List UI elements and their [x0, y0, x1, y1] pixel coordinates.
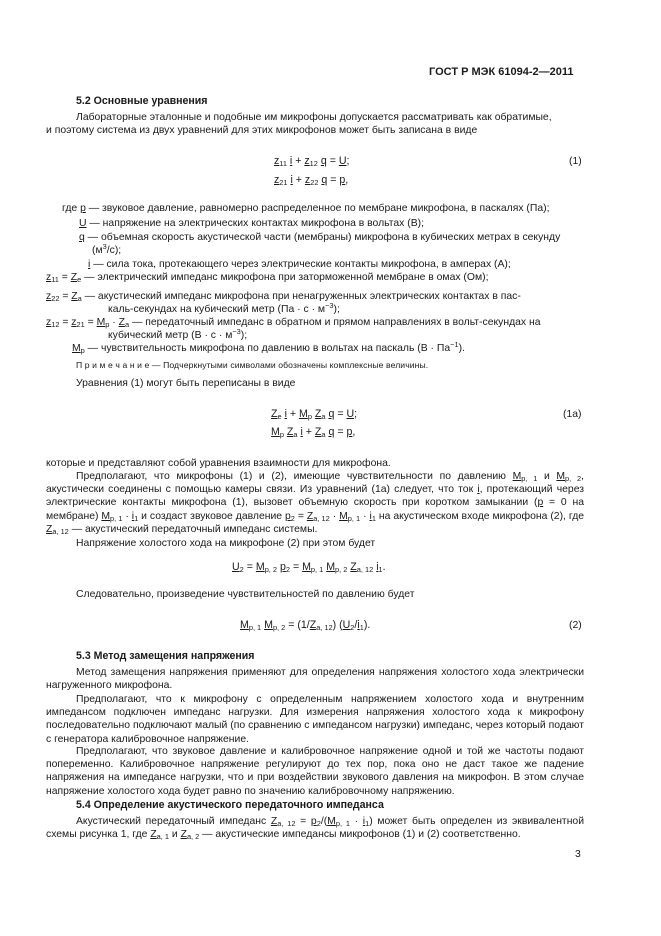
section-5-4-paragraph: Акустический передаточный импеданс $Z_{a, 12} = p_2/(M_{p, 1} \cdot i_1)$ может быть определен из эквивалентной схемы рисунка 1, где $Z_{a, 1}$ и $Z_{a, 2}$ — акустические импедансы микрофонов (1) и (2) соответственно.: [46, 816, 585, 842]
definition-z22-cont: каль-секундах на кубический метр $(Па \cdot с \cdot м^{-3})$;: [108, 301, 340, 315]
equation-1a-number: (1a): [563, 409, 582, 420]
definition-z22: $z_{22} = Z_a$ — акустический импеданс микрофона при ненагруженных электрических контактах в пас-: [46, 291, 521, 303]
equation-1a-line-1: $Z_e$ $i + M_p$ $Z_a$ q = U;: [271, 408, 358, 421]
definition-z12-cont: кубический метр $(В \cdot с \cdot м^{-3})$;: [108, 327, 248, 341]
rewrite-text: Уравнения (1) могут быть переписаны в виде: [76, 378, 296, 389]
section-5-4-title: 5.4 Определение акустического передаточного импеданса: [76, 799, 384, 811]
definition-Mp: $M_p$ — чувствительность микрофона по давлению в вольтах на паскаль $(В \cdot Па^{-1})$.: [72, 340, 465, 355]
reciprocity-text: которые и представляют собой уравнения взаимности для микрофона.: [46, 458, 391, 469]
definition-z12: $z_{12} = z_{21} = M_p \cdot Z_a$ — передаточный импеданс в обратном и прямом направлениях в вольт-секундах на: [46, 317, 541, 329]
note: П р и м е ч а н и е — Подчеркнутыми символами обозначены комплексные величины.: [76, 360, 429, 370]
section-5-3-title: 5.3 Метод замещения напряжения: [76, 650, 255, 662]
intro-line-1: Лабораторные эталонные и подобные им микрофоны допускается рассматривать как обратимые,: [76, 112, 552, 123]
equation-1-number: (1): [569, 156, 582, 167]
consequently-text: Следовательно, произведение чувствительностей по давлению будет: [76, 589, 415, 600]
definition-U: U — напряжение на электрических контактах микрофона в вольтах (В);: [79, 218, 425, 229]
section-5-3-paragraph-2: Предполагают, что к микрофону с определенным напряжением холостого хода и внутренним импедансом подключен импеданс нагрузки. Для измерения напряжения холостого хода к микрофону последовательно подключают малый (по сравнению с импедансом нагрузки) импеданс, через который подают с генератора калибровочное напряжение.: [46, 694, 584, 745]
definition-p: где p — звуковое давление, равномерно распределенное по мембране микрофона, в паскалях (Па);: [62, 203, 550, 214]
equation-1-line-2: $z_{21}$ $i + z_{22}$ q = p,: [274, 174, 349, 187]
page-number: 3: [575, 849, 581, 860]
equation-1a-line-2: $M_p$ $Z_a$ $i + Z_a$ q = p,: [271, 426, 356, 439]
equation-2: $M_{p, 1}$ $M_{p, 2} = (1/Z_{a, 12})$ $(U_2/i_1)$.: [240, 619, 371, 632]
equation-1-line-1: $z_{11}$ $i + z_{12}$ q = U;: [274, 155, 350, 168]
equation-U2: $U_2 = M_{p, 2}$ $p_2 = M_{p, 1}$ $M_{p, 2}$ $Z_{a, 12}$ $i_1$.: [232, 561, 386, 574]
section-5-2-title: 5.2 Основные уравнения: [76, 95, 208, 107]
intro-line-2: и поэтому система из двух уравнений для этих микрофонов может быть записана в виде: [46, 125, 478, 136]
definition-q-cont: $(м^3/с)$;: [92, 242, 122, 256]
assumption-paragraph: Предполагают, что микрофоны (1) и (2), имеющие чувствительности по давлению $M_{p, 1}$ и $M_{p, 2}$, акустически соединены с помощью камеры связи. Из уравнений (1а) следует, что ток i, протекающий через электрические контакты микрофона (1), вызовет объемную скорость при коротком замыкании (p = 0 на мембране) $M_{p, 1} \cdot i_1$ и создаст звуковое давление $p_2 = Z_{a, 12} \cdot M_{p, 1} \cdot i_1$ на акустическом входе микрофона (2), где $Z_{a, 12}$ — акустический передаточный импеданс системы.: [46, 471, 585, 536]
definition-q: q — объемная скорость акустической части (мембраны) микрофона в кубических метрах в секунду: [79, 232, 561, 243]
open-circuit-text: Напряжение холостого хода на микрофоне (2) при этом будет: [76, 538, 376, 549]
equation-2-number: (2): [569, 620, 582, 631]
section-5-3-paragraph-1: Метод замещения напряжения применяют для определения напряжения холостого хода электрически нагруженного микрофона.: [46, 667, 584, 692]
definition-i: i — сила тока, протекающего через электрические контакты микрофона, в амперах (А);: [88, 259, 511, 270]
section-5-3-paragraph-3: Предполагают, что звуковое давление и калибровочное напряжение одной и той же частоты подают попеременно. Калибровочное напряжение регулируют до тех пор, пока оно не даст такое же падение напряжения на импедансе нагрузки, что и при воздействии звукового давления на микрофон. В этом случае напряжение холостого хода будет равно по значению калибровочному напряжению.: [46, 746, 584, 797]
document-header: ГОСТ Р МЭК 61094-2—2011: [429, 66, 574, 78]
definition-z11: $z_{11} = Z_e$ — электрический импеданс микрофона при заторможенной мембране в омах (Ом);: [46, 272, 489, 284]
